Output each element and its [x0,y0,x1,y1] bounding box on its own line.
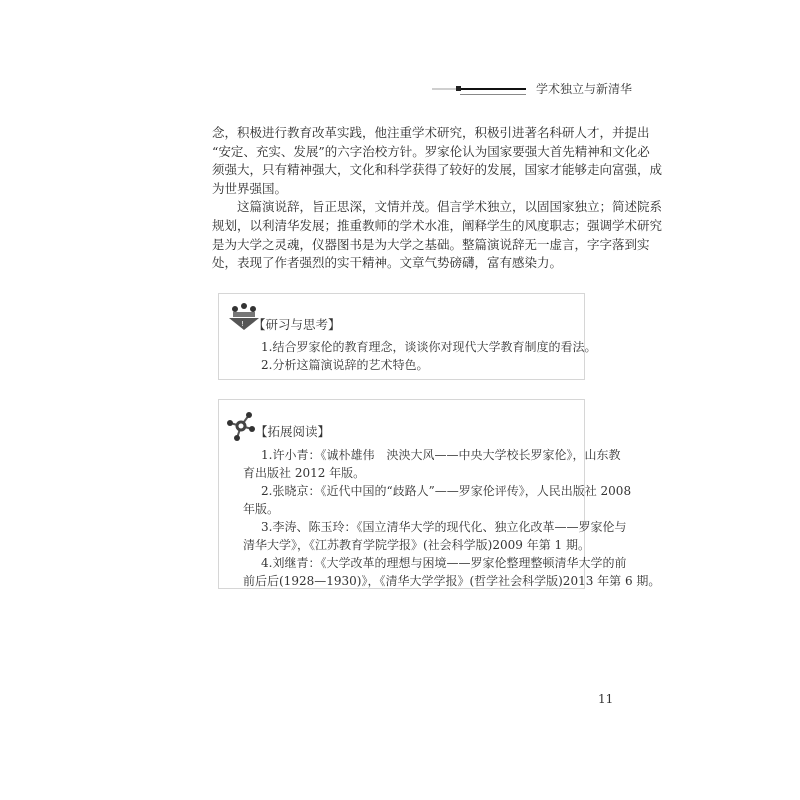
body-line: 为世界强国。 [212,180,288,196]
header-rule-thin [460,94,526,95]
body-line: 处，表现了作者强烈的实干精神。文章气势磅礴，富有感染力。 [212,255,563,271]
extended-reading-box [218,399,661,589]
paragraph-2 [212,198,663,272]
header-rule-dark [460,88,526,90]
study-reflection-box [218,293,597,380]
body-line: 是为大学之灵魂，仪器图书是为大学之基础。整篇演说辞无一虚言，字字落到实 [212,236,650,252]
reading-entry-cont: 前后后(1928—1930)》，《清华大学学报》(哲学社会科学版)2013 年第 6 期。 [243,574,661,588]
network-icon [225,410,257,442]
reading-entry: 1.许小青：《诚朴雄伟 泱泱大风——中央大学校长罗家伦》，山东教 [261,448,621,462]
reading-list [243,446,661,590]
reading-entry: 2.张晓京：《近代中国的“歧路人”——罗家伦评传》，人民出版社 2008 [261,484,632,498]
page-number: 11 [598,692,614,706]
study-box-heading: 【研习与思考】 [253,317,341,332]
reading-entry-cont: 育出版社 2012 年版。 [243,466,366,480]
reading-entry-cont: 年版。 [243,502,280,516]
body-line: 规划，以利清华发展；推重教师的学术水准，阐释学生的风度职志；强调学术研究 [212,217,663,233]
reading-entry: 4.刘继青：《大学改革的理想与困境——罗家伦整理整顿清华大学的前 [261,556,627,570]
body-line: “安定、充实、发展”的六字治校方针。罗家伦认为国家要强大首先精神和文化必 [212,143,650,159]
body-line: 这篇演说辞，旨正思深，文情并茂。倡言学术独立，以固国家独立；简述院系 [237,199,663,215]
reading-entry-cont: 清华大学》，《江苏教育学院学报》(社会科学版)2009 年第 1 期。 [243,538,590,552]
body-text [212,124,663,273]
running-header-title: 学术独立与新清华 [536,82,633,96]
study-question: 1.结合罗家伦的教育理念，谈谈你对现代大学教育制度的看法。 [261,340,597,354]
header-rule-marker [456,86,461,91]
body-line: 念，积极进行教育改革实践，他注重学术研究，积极引进著名科研人才，并提出 [212,125,650,140]
paragraph-1 [212,124,663,198]
body-line: 须强大，只有精神强大，文化和科学获得了较好的发展，国家才能够走向富强，成 [212,162,663,178]
reading-entry: 3.李涛、陈玉玲：《国立清华大学的现代化、独立化改革——罗家伦与 [261,520,627,534]
svg-text:!: ! [241,320,244,328]
header-rule-light [432,88,458,90]
reading-box-heading: 【拓展阅读】 [255,424,331,439]
study-questions [243,338,597,374]
study-question: 2.分析这篇演说辞的艺术特色。 [261,358,429,372]
